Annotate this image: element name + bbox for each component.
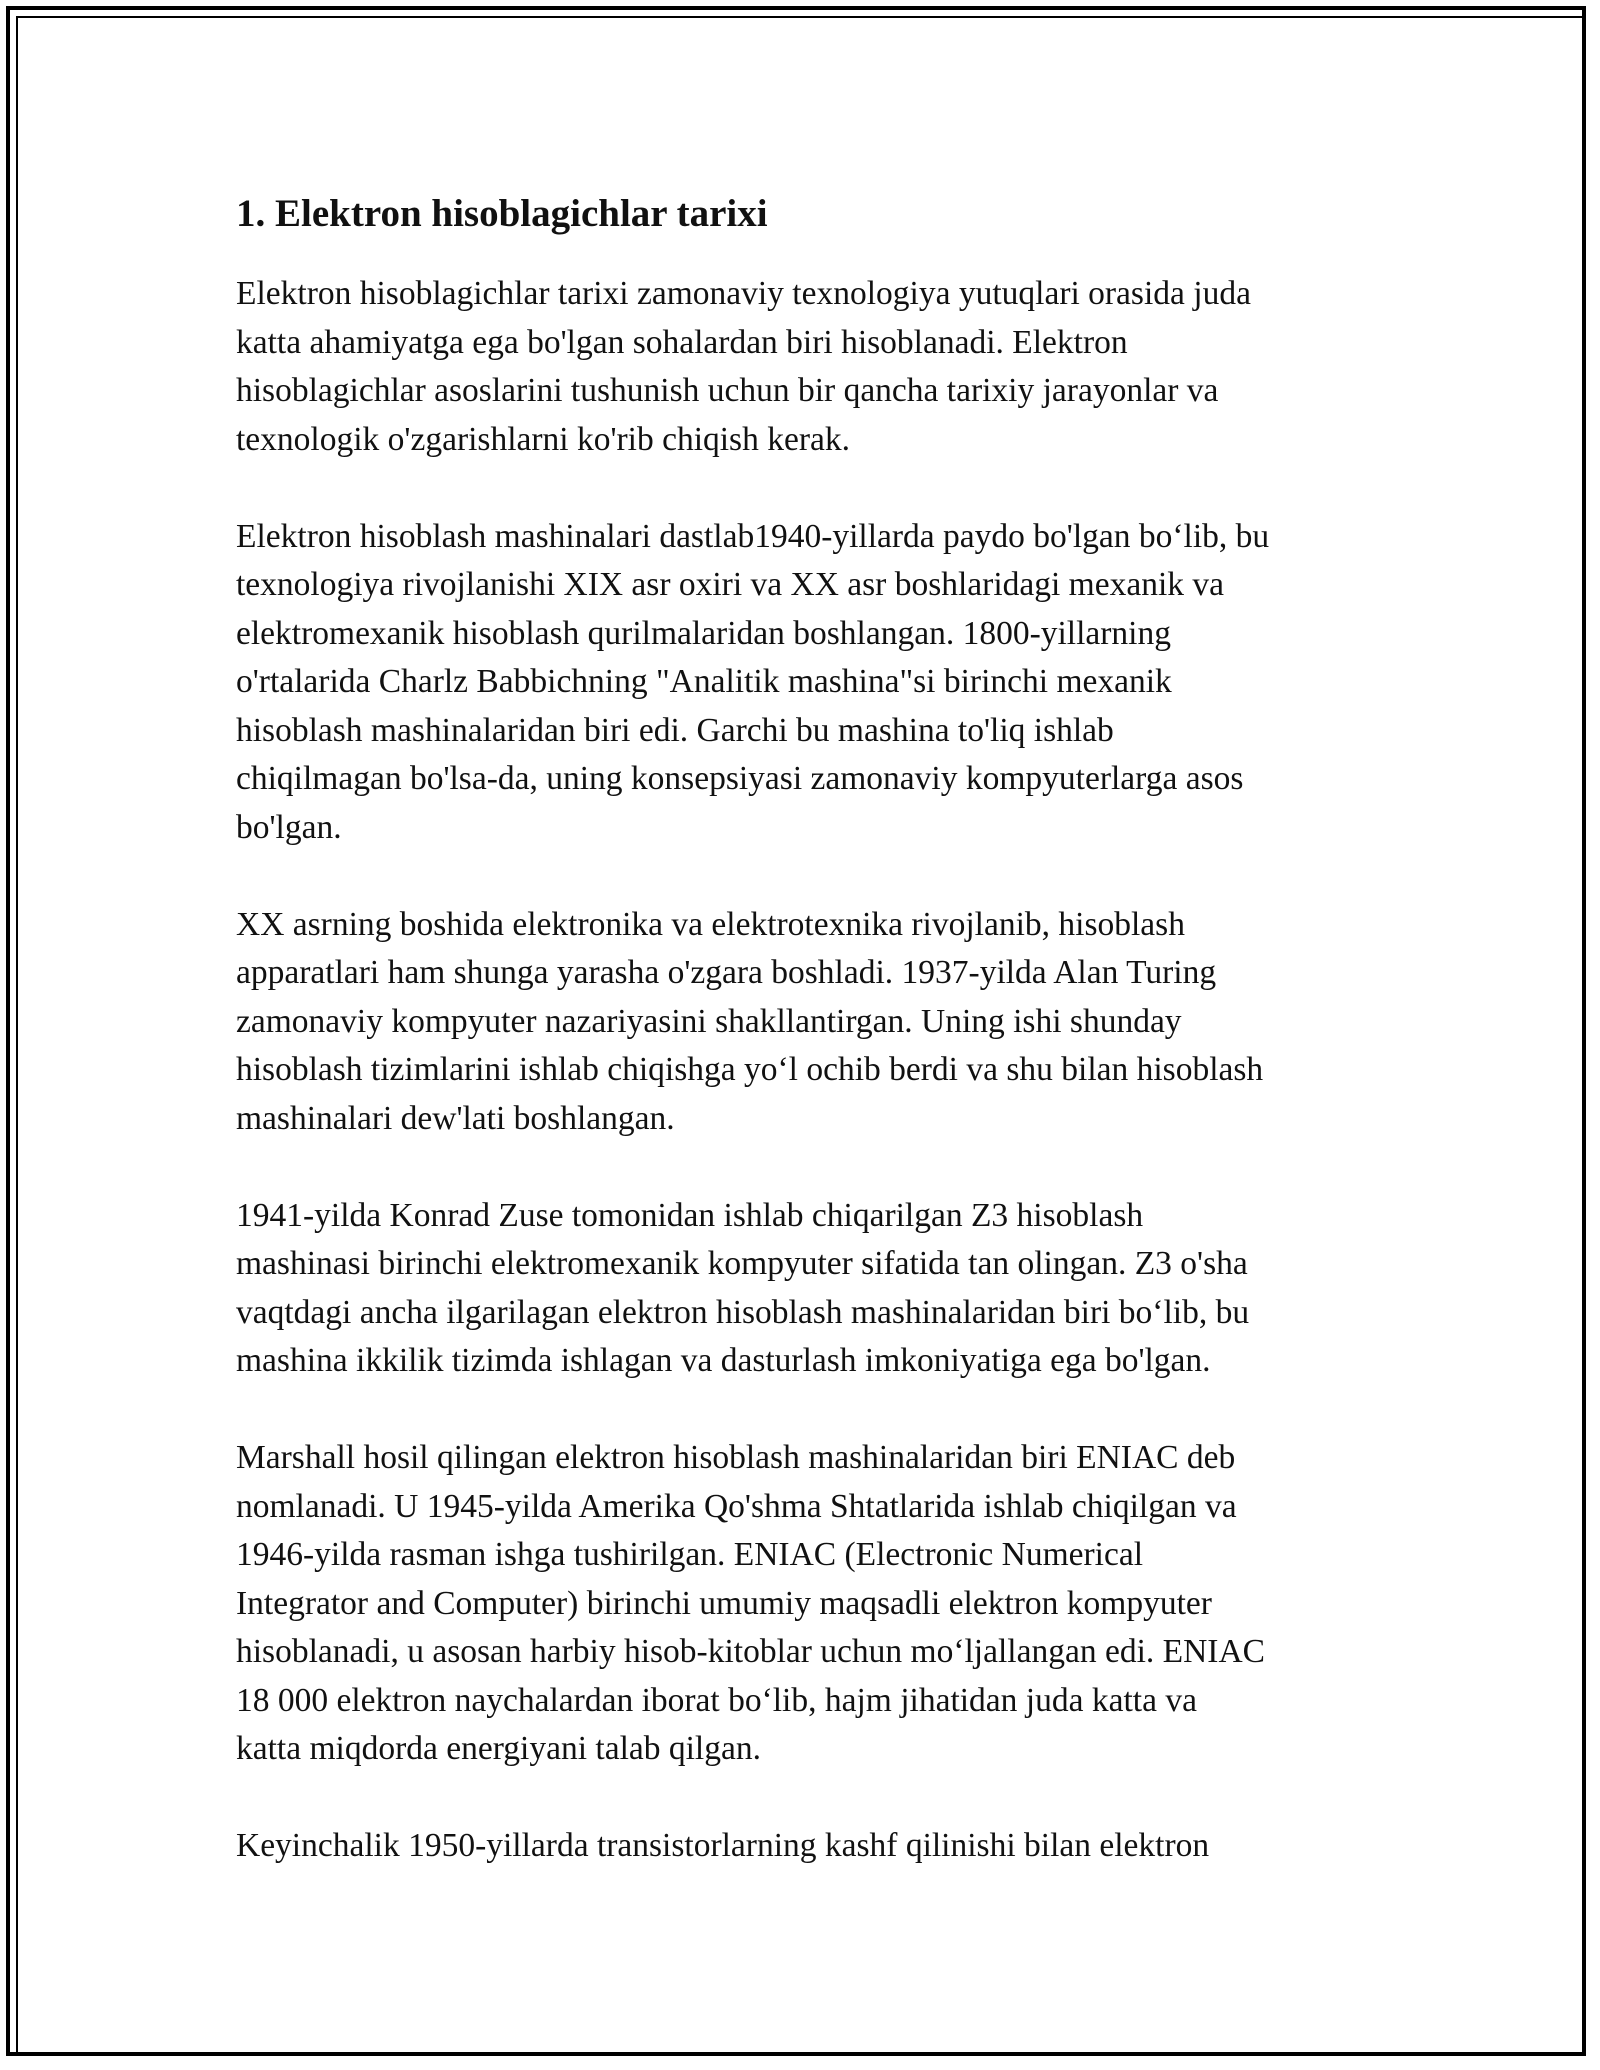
paragraph-1 xyxy=(236,270,1376,464)
text-line: Elektron hisoblash mashinalari dastlab1940-yillarda paydo bo'lgan bo‘lib, bu xyxy=(236,517,1270,555)
text-line: 1946-yilda rasman ishga tushirilgan. ENIAC (Electronic Numerical xyxy=(236,1536,1144,1573)
text-line: hisoblagichlar asoslarini tushunish uchun bir qancha tarixiy jarayonlar va xyxy=(236,372,1219,409)
text-line: hisoblanadi, u asosan harbiy hisob-kitoblar uchun mo‘ljallangan edi. ENIAC xyxy=(236,1633,1265,1670)
text-line: Integrator and Computer) birinchi umumiy maqsadli elektron kompyuter xyxy=(236,1584,1212,1622)
text-line: elektromexanik hisoblash qurilmalaridan boshlangan. 1800-yillarning xyxy=(236,614,1171,652)
text-line: apparatlari ham shunga yarasha o'zgara boshladi. 1937-yilda Alan Turing xyxy=(236,954,1217,991)
text-line: texnologik o'zgarishlarni ko'rib chiqish kerak. xyxy=(236,420,850,458)
text-line: zamonaviy kompyuter nazariyasini shakllantirgan. Uning ishi shunday xyxy=(236,1002,1182,1040)
text-line: vaqtdagi ancha ilgarilagan elektron hisoblash mashinalaridan biri bo‘lib, bu xyxy=(236,1293,1250,1331)
text-line: mashinalari dew'lati boshlangan. xyxy=(236,1099,675,1137)
text-line: 18 000 elektron naychalardan iborat bo‘lib, hajm jihatidan juda katta va xyxy=(236,1681,1197,1719)
text-line: hisoblash tizimlarini ishlab chiqishga yo‘l ochib berdi va shu bilan hisoblash xyxy=(236,1051,1264,1088)
text-line: mashinasi birinchi elektromexanik kompyuter sifatida tan olingan. Z3 o'sha xyxy=(236,1245,1248,1282)
text-line: katta miqdorda energiyani talab qilgan. xyxy=(236,1730,761,1767)
paragraph-2 xyxy=(236,513,1376,853)
text-line: XX asrning boshida elektronika va elektrotexnika rivojlanib, hisoblash xyxy=(236,905,1185,943)
paragraph-4 xyxy=(236,1192,1376,1386)
section-title: 1. Elektron hisoblagichlar tarixi xyxy=(236,192,768,235)
text-line: chiqilmagan bo'lsa-da, uning konsepsiyasi zamonaviy kompyuterlarga asos xyxy=(236,760,1244,797)
paragraph-6 xyxy=(236,1822,1376,1871)
text-line: texnologiya rivojlanishi XIX asr oxiri va XX asr boshlaridagi mexanik va xyxy=(236,566,1225,603)
text-line: bo'lgan. xyxy=(236,808,342,846)
text-line: Marshall hosil qilingan elektron hisoblash mashinalaridan biri ENIAC deb xyxy=(236,1439,1236,1476)
text-line: Keyinchalik 1950-yillarda transistorlarning kashf qilinishi bilan elektron xyxy=(236,1827,1210,1864)
text-line: mashina ikkilik tizimda ishlagan va dasturlash imkoniyatiga ega bo'lgan. xyxy=(236,1342,1211,1379)
text-line: 1941-yilda Konrad Zuse tomonidan ishlab chiqarilgan Z3 hisoblash xyxy=(236,1196,1144,1234)
text-line: hisoblash mashinalaridan biri edi. Garchi bu mashina to'liq ishlab xyxy=(236,711,1114,749)
paragraph-3 xyxy=(236,901,1376,1144)
text-line: Elektron hisoblagichlar tarixi zamonaviy texnologiya yutuqlari orasida juda xyxy=(236,275,1251,312)
paragraph-5 xyxy=(236,1434,1376,1774)
document-body xyxy=(236,188,1376,1919)
text-line: katta ahamiyatga ega bo'lgan sohalardan biri hisoblanadi. Elektron xyxy=(236,323,1128,361)
text-line: nomlanadi. U 1945-yilda Amerika Qo'shma Shtatlarida ishlab chiqilgan va xyxy=(236,1487,1237,1525)
text-line: o'rtalarida Charlz Babbichning "Analitik mashina"si birinchi mexanik xyxy=(236,663,1172,700)
